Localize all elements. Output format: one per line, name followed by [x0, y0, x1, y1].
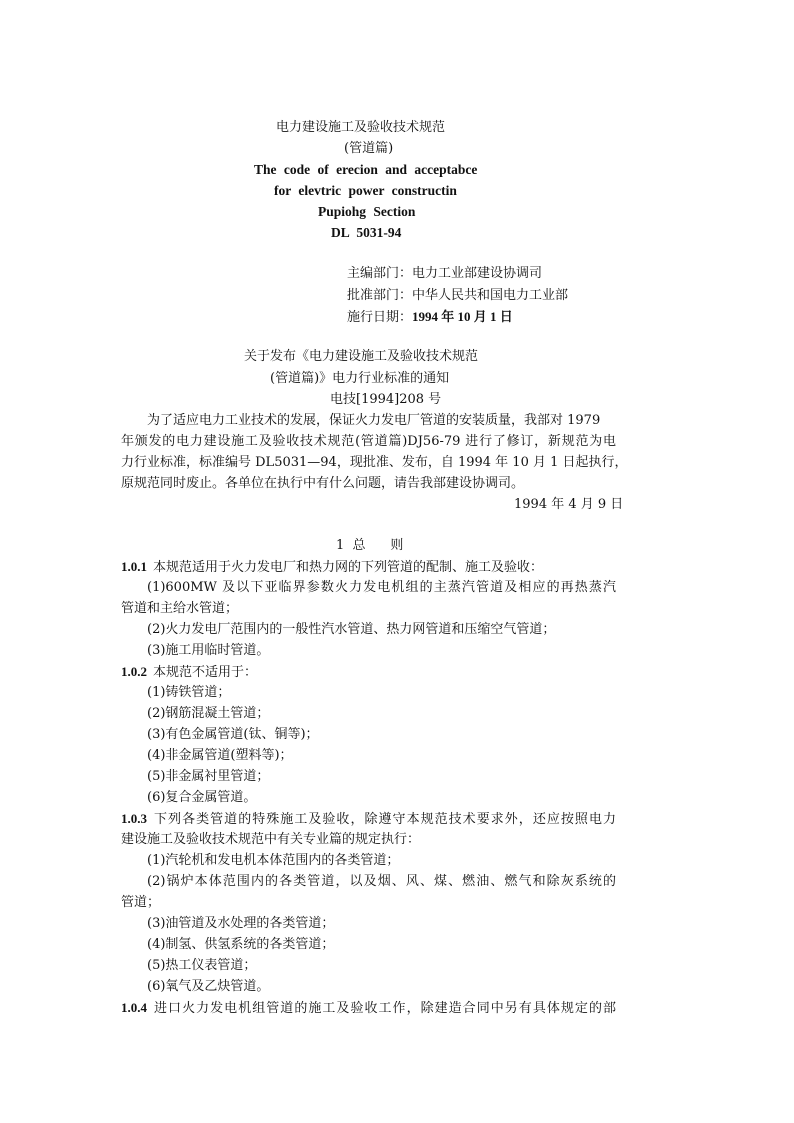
list-item: (5)热工仪表管道； [147, 958, 257, 973]
section-number: 1.0.2 [121, 664, 147, 679]
doc-title-en-line2: for elevtric power constructin [274, 183, 457, 198]
effective-date-label: 施行日期： [347, 310, 413, 325]
list-item: (1)铸铁管道； [147, 685, 231, 700]
list-item: (4)非金属管道(塑料等)； [147, 748, 293, 763]
list-item-cont: 管道； [121, 895, 161, 910]
list-item: (4)制氢、供氢系统的各类管道； [147, 937, 335, 952]
notice-ref: 电技[1994]208 号 [330, 392, 442, 407]
section-text: 本规范适用于火力发电厂和热力网的下列管道的配制、施工及验收： [153, 560, 544, 575]
list-item-cont: 管道和主给水管道； [121, 601, 239, 616]
notice-date: 1994 年 4 月 9 日 [514, 497, 624, 512]
notice-body-line4: 原规范同时废止。各单位在执行中有什么问题，请告我部建设协调司。 [121, 476, 525, 491]
chapter-heading: 1 总 则 [336, 538, 404, 553]
notice-body-line1: 为了适应电力工业技术的发展，保证火力发电厂管道的安装质量，我部对 1979 [147, 413, 601, 428]
section-1-0-4 [121, 998, 616, 1019]
notice-body-line3: 力行业标准，标准编号 DL5031—94，现批准、发布，自 1994 年 10 月 1 日起执行， [121, 455, 628, 470]
list-item: (1)600MW 及以下亚临界参数火力发电机组的主蒸汽管道及相应的再热蒸汽 [147, 580, 616, 595]
editor-dept: 主编部门：电力工业部建设协调司 [347, 266, 543, 281]
section-1-0-3 [121, 809, 616, 830]
list-item: (5)非金属衬里管道； [147, 769, 270, 784]
section-number: 1.0.3 [121, 811, 147, 826]
notice-title-line2: (管道篇)》电力行业标准的通知 [270, 371, 450, 386]
approver-dept: 批准部门：中华人民共和国电力工业部 [347, 288, 569, 303]
section-text-cont: 建设施工及验收技术规范中有关专业篇的规定执行： [121, 832, 421, 847]
effective-date-row [347, 307, 513, 328]
effective-date-value: 1994 年 10 月 1 日 [412, 309, 513, 324]
notice-title-line1: 关于发布《电力建设施工及验收技术规范 [244, 349, 479, 364]
section-1-0-2 [121, 662, 257, 683]
notice-body-line2: 年颁发的电力建设施工及验收技术规范(管道篇)DJ56-79 进行了修订，新规范为电 [121, 434, 616, 449]
section-text: 本规范不适用于： [153, 665, 258, 680]
section-text: 进口火力发电机组管道的施工及验收工作，除建造合同中另有具体规定的部 [153, 1001, 616, 1016]
doc-title-cn: 电力建设施工及验收技术规范 [276, 120, 446, 135]
doc-code: DL 5031-94 [331, 225, 402, 240]
section-1-0-1 [121, 557, 543, 578]
list-item: (6)氧气及乙炔管道。 [147, 979, 270, 994]
list-item: (2)钢筋混凝土管道； [147, 706, 270, 721]
list-item: (3)油管道及水处理的各类管道； [147, 916, 335, 931]
section-number: 1.0.1 [121, 559, 147, 574]
doc-subtitle-cn: (管道篇) [344, 141, 394, 156]
doc-title-en-line3: Pupiohg Section [318, 204, 416, 219]
section-text: 下列各类管道的特殊施工及验收，除遵守本规范技术要求外，还应按照电力 [153, 812, 616, 827]
list-item: (1)汽轮机和发电机本体范围内的各类管道； [147, 853, 400, 868]
list-item: (3)施工用临时管道。 [147, 643, 270, 658]
list-item: (2)锅炉本体范围内的各类管道，以及烟、风、煤、燃油、燃气和除灰系统的 [147, 874, 616, 889]
list-item: (3)有色金属管道(钛、铜等)； [147, 727, 319, 742]
section-number: 1.0.4 [121, 1000, 147, 1015]
list-item: (6)复合金属管道。 [147, 790, 257, 805]
list-item: (2)火力发电厂范围内的一般性汽水管道、热力网管道和压缩空气管道； [147, 622, 556, 637]
doc-title-en-line1: The code of erecion and acceptabce [254, 162, 478, 177]
